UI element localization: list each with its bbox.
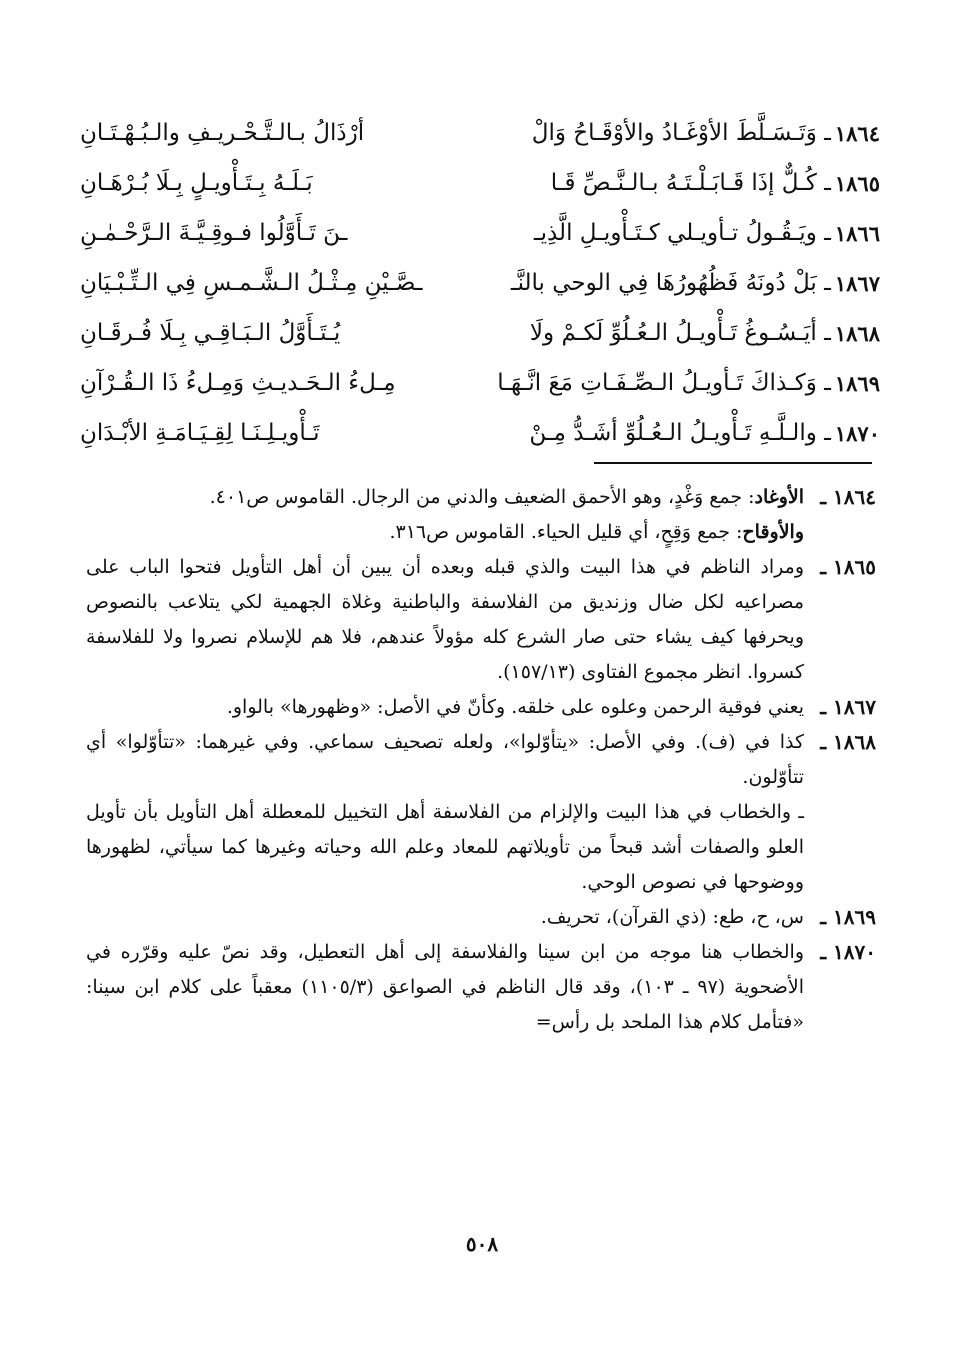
- verse-right: [472, 270, 880, 296]
- verse-second-hemistich: مِـلءُ الـحَـديـثِ وَمِـلءُ ذَا الـقُـرْآنِ: [80, 370, 396, 396]
- verse-right: [472, 120, 880, 146]
- footnote-number: ١٨٦٥ ـ: [820, 555, 876, 579]
- verse-number: ١٨٦٥: [834, 170, 880, 196]
- footnote-text: يعني فوقية الرحمن وعلوه على خلقه. وكأنّ في الأصل: «وظهورها» بالواو.: [226, 696, 804, 718]
- verse-row: [80, 208, 880, 258]
- verse-first-hemistich: ـ وَكـذاكَ تَـأويـلُ الـصِّـفَـاتِ مَعَ انَّـهَـا: [497, 370, 831, 396]
- verse-second-hemistich: أرْذَالُ بـالـتَّـحْـريـفِ والـبُـهْـتَـانِ: [80, 120, 365, 146]
- page-number: ٥٠٨: [465, 1232, 499, 1256]
- verse-second-hemistich: ـصَّـيْنِ مِـثْـلُ الـشَّـمـسِ فِي الـتِّـبْـيَانِ: [80, 270, 423, 296]
- footnotes: [86, 480, 876, 1040]
- footnote-item: [86, 725, 876, 795]
- verse-first-hemistich: ـ أيَـسُـوغُ تَـأْويـلُ الـعُـلُوِّ لَكـمْ ولَا: [529, 320, 831, 346]
- footnote-term: الأوغاد: [754, 486, 804, 508]
- verse-right: [472, 320, 880, 346]
- verse-number: ١٨٦٤: [834, 120, 880, 146]
- verse-number: ١٨٦٧: [834, 270, 880, 296]
- footnote-term: والأوقاح: [742, 521, 804, 543]
- footnote-number: ١٨٦٧ ـ: [820, 695, 876, 719]
- footnote-item: [86, 900, 876, 935]
- verse-second-hemistich: يُـتَـأَوَّلُ الـبَـاقِـي بِـلَا فُـرقَـانِ: [80, 320, 341, 346]
- footnote-text: ومراد الناظم في هذا البيت والذي قبله وبعده أن يبين أن أهل التأويل فتحوا الباب على مصراعيه لكل ضال وزنديق من الفلاسفة والباطنية وغلاة الجهمية لكي يتلاعب بالنصوص ويحرفها كيف يشاء حتى صار الشرع كله مؤولاً عندهم، فلا هم للإسلام نصروا ولا للفلاسفة كسروا. انظر مجموع الفتاوى (١٥٧/١٣).: [86, 556, 804, 683]
- verse-right: [472, 370, 880, 396]
- footnote-number: ١٨٦٤ ـ: [820, 485, 876, 509]
- verse-right: [472, 220, 880, 246]
- footnote-divider: [594, 462, 872, 464]
- footnote-text: والخطاب هنا موجه من ابن سينا والفلاسفة إلى أهل التعطيل، وقد نصّ عليه وقرّره في الأضحوية (٩٧ ـ ١٠٣)، وقد قال الناظم في الصواعق (١١٠٥/٣) معقباً على كلام ابن سينا: «فتأمل كلام هذا الملحد بل رأس=: [86, 941, 804, 1033]
- verse-row: [80, 158, 880, 208]
- verse-second-hemistich: ـنَ تَـأَوَّلُوا فـوقِـيَّـةَ الـرَّحْـمٰـنِ: [80, 220, 348, 246]
- footnote-text: س، ح، طع: (ذي القرآن)، تحريف.: [540, 906, 804, 928]
- verse-right: [472, 170, 880, 196]
- verse-first-hemistich: ـ والـلَّـهِ تَـأْويـلُ الـعُـلُوِّ أشَـدُّ مِـنْ: [529, 420, 831, 446]
- footnote-item: [86, 550, 876, 690]
- verse-row: [80, 358, 880, 408]
- verse-number: ١٨٧٠: [834, 420, 880, 446]
- footnote-item: [86, 480, 876, 515]
- poem-verses: [80, 108, 880, 458]
- verse-first-hemistich: ـ كُـلٌّ إذَا قَـابَـلْـتَـهُ بـالـنَّـصِّ قَـا: [550, 170, 831, 196]
- footnote-continuation: ـ والخطاب في هذا البيت والإلزام من الفلاسفة أهل التخييل للمعطلة أهل التأويل بأن تأويل العلو والصفات أشد قبحاً من تأويلاتهم للمعاد وعلم الله وحياته وغيرها كما سيأتي، لظهورها ووضوحها في نصوص الوحي.: [86, 801, 804, 893]
- verse-number: ١٨٦٦: [834, 220, 880, 246]
- verse-first-hemistich: ـ وَتَـسَـلَّطَ الأوْغَـادُ والأوْقَـاحُ وَالْ: [531, 120, 831, 146]
- footnote-number: ١٨٦٨ ـ: [820, 730, 876, 754]
- verse-first-hemistich: ـ بَلْ دُونَهُ فَظُهُورُهَا فِي الوحي بالنَّـ: [510, 270, 831, 296]
- footnote-item: [86, 935, 876, 1040]
- verse-first-hemistich: ـ ويَـقُـولُ تـأويـلي كـتَـأْويـلِ الَّذِيـ: [533, 220, 831, 246]
- footnote-text: الأوغاد: جمع وَغْدٍ، وهو الأحمق الضعيف والدني من الرجال. القاموس ص٤٠١.: [209, 486, 804, 508]
- footnote-number: ١٨٦٩ ـ: [820, 905, 876, 929]
- verse-row: [80, 308, 880, 358]
- footnote-item: [86, 690, 876, 725]
- footnote-number: ١٨٧٠ ـ: [820, 940, 876, 964]
- footnote-text: كذا في (ف). وفي الأصل: «يتأوّلوا»، ولعله تصحيف سماعي. وفي غيرهما: «تتأوّلوا» أي تتأوّلون.: [86, 731, 804, 788]
- verse-row: [80, 408, 880, 458]
- verse-second-hemistich: تَـأْويـلِـنَـا لِقِـيَـامَـةِ الأبْـدَانِ: [80, 420, 320, 446]
- verse-number: ١٨٦٩: [834, 370, 880, 396]
- verse-number: ١٨٦٨: [834, 320, 880, 346]
- verse-second-hemistich: بَـلَـهُ بِـتَـأْويـلٍ بِـلَا بُـرْهَـانِ: [80, 170, 313, 196]
- footnote-continuation: والأوقاح: جمع وَقِحٍ، أي قليل الحياء. القاموس ص٣١٦.: [389, 521, 804, 543]
- verse-row: [80, 258, 880, 308]
- verse-row: [80, 108, 880, 158]
- verse-right: [472, 420, 880, 446]
